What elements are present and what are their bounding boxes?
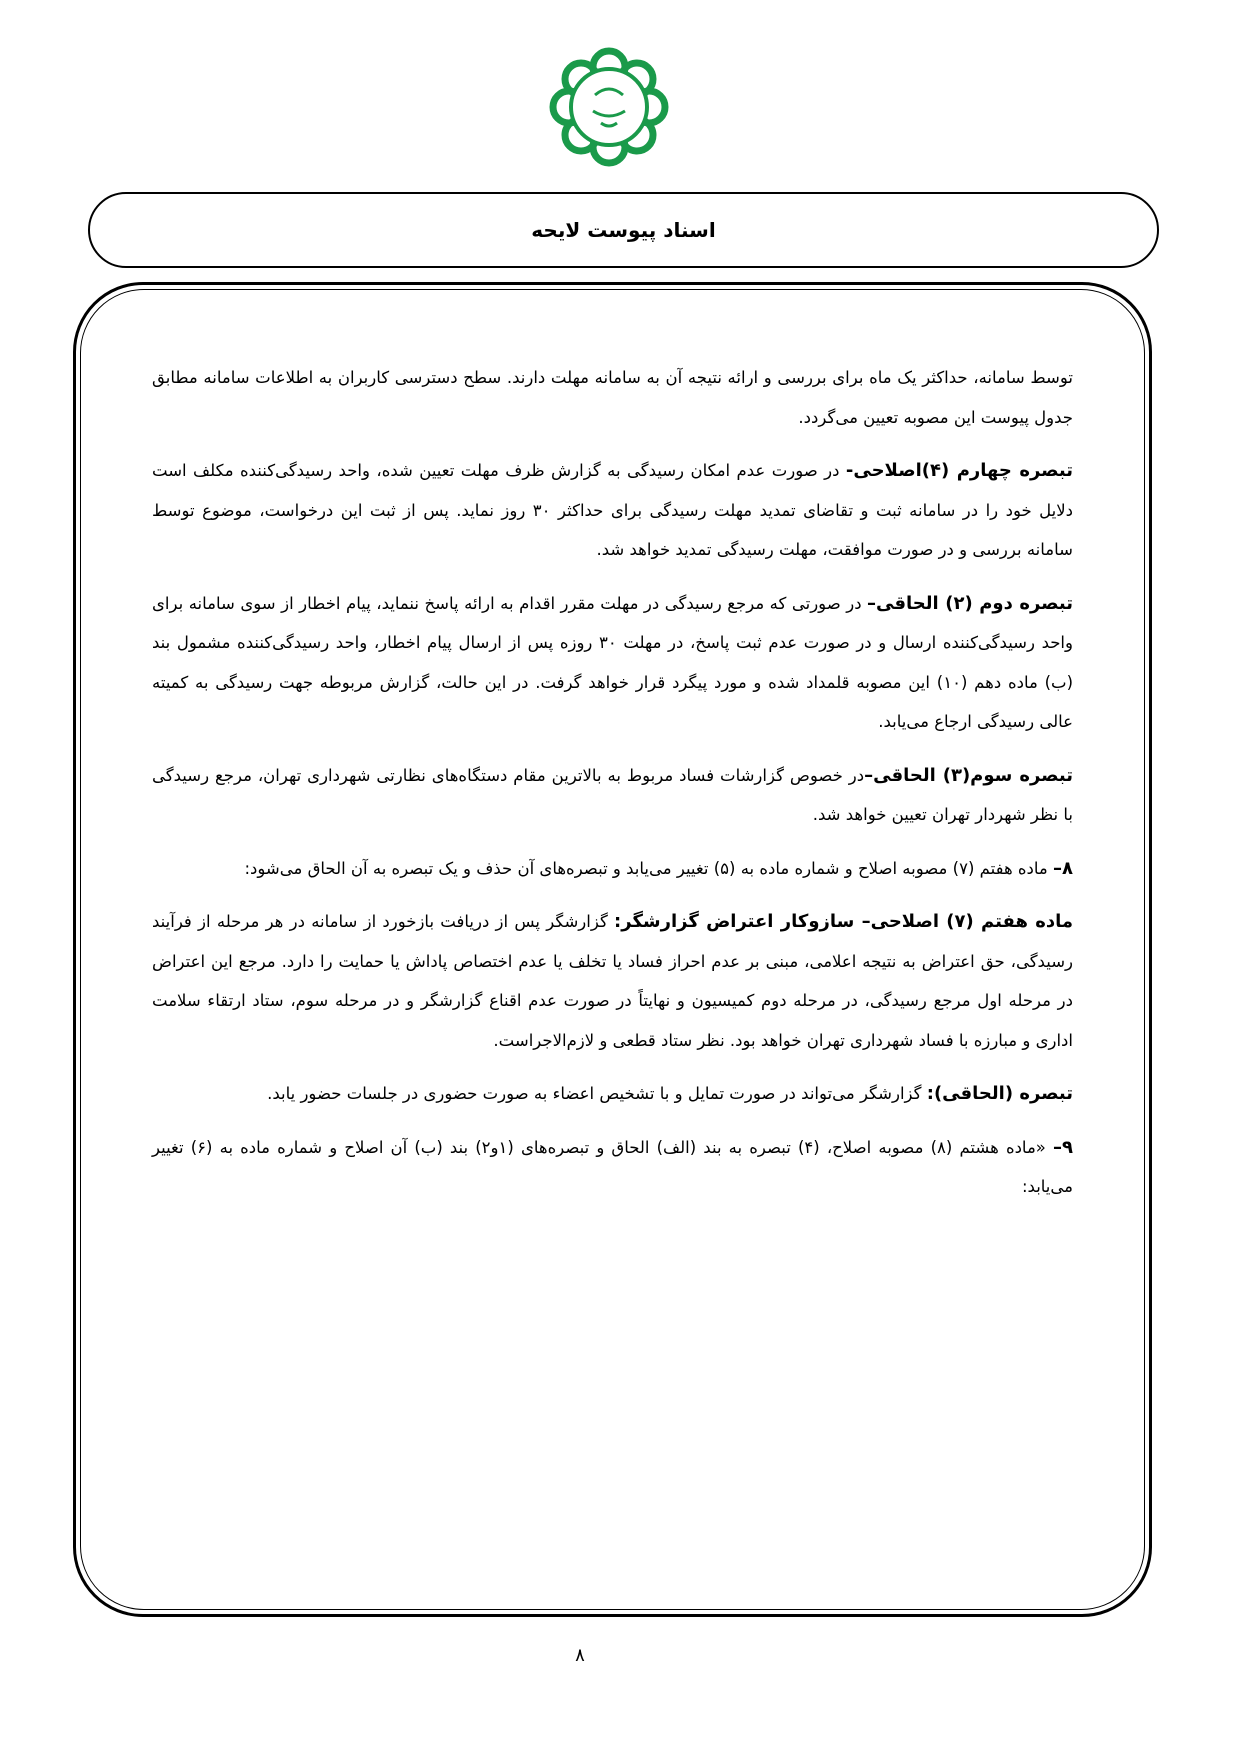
paragraph-lead: تبصره (الحاقی): <box>926 1083 1073 1104</box>
paragraph <box>152 1128 1073 1207</box>
paragraph <box>152 1074 1073 1114</box>
paragraph-text: در صورتی که مرجع رسیدگی در مهلت مقرر اقدام به ارائه پاسخ ننماید، پیام اخطار از سوی سامانه برای واحد رسیدگی‌کننده ارسال و در صورت عدم ثبت پاسخ، در مهلت ۳۰ روزه پس از ارسال پیام اخطار، واحد رسیدگی‌کننده مشمول بند (ب) ماده دهم (۱۰) این مصوبه قلمداد شده و مورد پیگرد قرار خواهد گرفت. در این حالت، گزارش مربوطه جهت رسیدگی به کمیته عالی رسیدگی ارجاع می‌یابد. <box>152 593 1074 731</box>
page-number: ۸ <box>575 1645 585 1666</box>
paragraph-text: گزارشگر پس از دریافت بازخورد از سامانه در هر مرحله از فرآیند رسیدگی، حق اعتراض به نتیجه اعلامی، مبنی بر عدم احراز فساد یا تخلف یا عدم اختصاص پاداش یا حمایت را دارد. مرجع این اعتراض در مرحله اول مرجع رسیدگی، در مرحله دوم کمیسیون و نهایتاً در صورت عدم اقناع گزارشگر و در مرحله سوم، ستاد ارتقاء سلامت اداری و مبارزه با فساد شهرداری تهران خواهد بود. نظر ستاد قطعی و لازم‌الاجراست. <box>152 912 1073 1050</box>
paragraph-text: گزارشگر می‌تواند در صورت تمایل و با تشخیص اعضاء به صورت حضوری در جلسات حضور یابد. <box>267 1084 927 1103</box>
paragraph-lead: ۹– <box>1053 1136 1074 1158</box>
paragraph-lead: تبصره سوم(۳) الحاقی– <box>864 764 1073 786</box>
paragraph <box>152 756 1073 835</box>
paragraph <box>152 584 1073 742</box>
paragraph-lead: ماده هفتم (۷) اصلاحی– سازوکار اعتراض گزارشگر: <box>614 911 1073 932</box>
paragraph <box>152 451 1073 570</box>
paragraph-text: در صورت عدم امکان رسیدگی به گزارش ظرف مهلت تعیین شده، واحد رسیدگی‌کننده مکلف است دلایل خود را در سامانه ثبت و تقاضای تمدید مهلت رسیدگی برای حداکثر ۳۰ روز نماید. پس از ثبت این درخواست، موضوع توسط سامانه بررسی و در صورت موافقت، مهلت رسیدگی تمدید خواهد شد. <box>152 461 1073 559</box>
paragraph-text: در خصوص گزارشات فساد مربوط به بالاترین مقام دستگاه‌های نظارتی شهرداری تهران، مرجع رسیدگی با نظر شهردار تهران تعیین خواهد شد. <box>152 765 1073 824</box>
paragraph-lead: تبصره چهارم (۴)اصلاحی- <box>845 460 1073 481</box>
municipality-logo <box>547 45 671 169</box>
paragraph-lead: تبصره دوم (۲) الحاقی– <box>867 592 1074 614</box>
paragraph <box>152 902 1073 1060</box>
document-body <box>152 358 1073 1221</box>
paragraph-text: «ماده هشتم (۸) مصوبه اصلاح، (۴) تبصره به بند (الف) الحاق و تبصره‌های (۱و۲) بند (ب) آن اصلاح و شماره ماده به (۶) تغییر می‌یابد: <box>152 1137 1073 1196</box>
header-box <box>88 192 1159 268</box>
paragraph-text: توسط سامانه، حداکثر یک ماه برای بررسی و ارائه نتیجه آن به سامانه مهلت دارند. سطح دسترسی کاربران به اطلاعات سامانه مطابق جدول پیوست این مصوبه تعیین می‌گردد. <box>152 368 1073 427</box>
document-title: اسناد پیوست لایحه <box>531 218 716 242</box>
paragraph-text: ماده هفتم (۷) مصوبه اصلاح و شماره ماده به (۵) تغییر می‌یابد و تبصره‌های آن حذف و یک تبصره به آن الحاق می‌شود: <box>244 858 1053 878</box>
paragraph <box>152 358 1073 437</box>
paragraph <box>152 849 1073 889</box>
paragraph-lead: ۸– <box>1053 857 1073 879</box>
